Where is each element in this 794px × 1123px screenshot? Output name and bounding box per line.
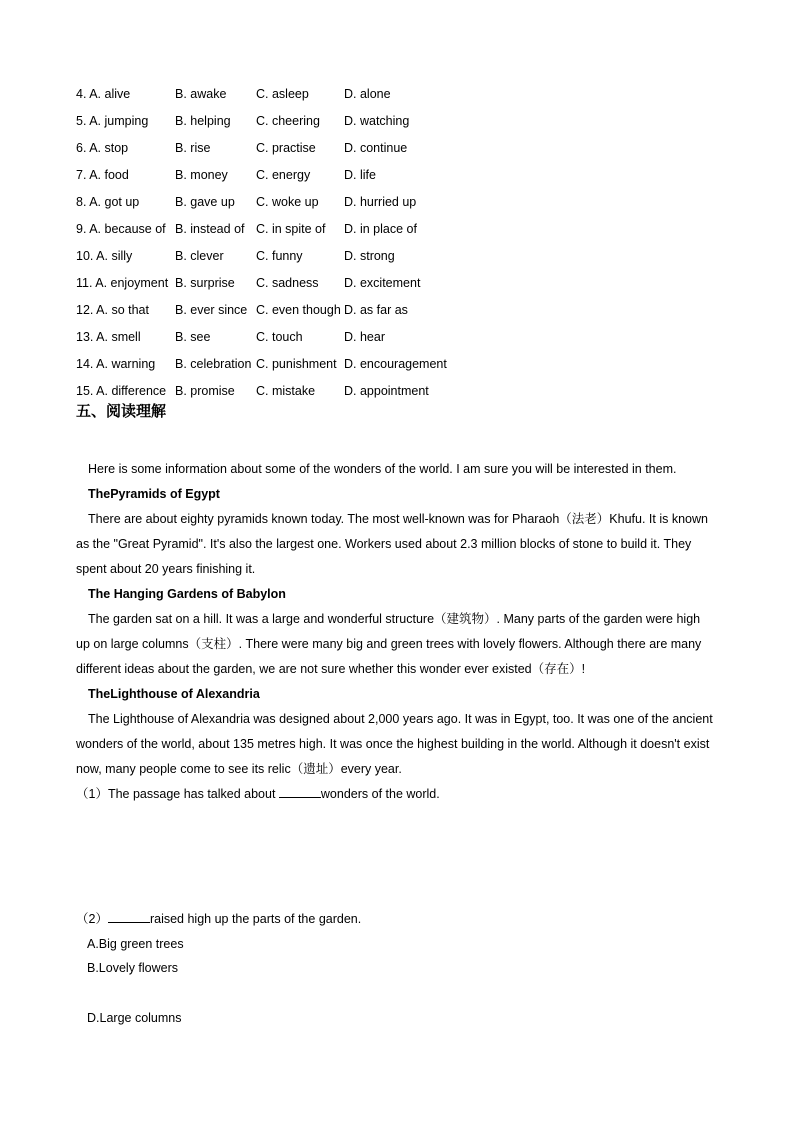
option-row xyxy=(76,161,464,188)
option-d[interactable]: D. as far as xyxy=(344,302,408,317)
option-d[interactable]: D. watching xyxy=(344,113,410,128)
option-d[interactable]: D. appointment xyxy=(344,383,429,398)
option-row xyxy=(76,80,464,107)
option-c[interactable]: C. woke up xyxy=(256,194,319,209)
option-a[interactable]: 14. A. warning xyxy=(76,356,156,371)
option-b[interactable]: B. surprise xyxy=(175,275,235,290)
gardens-paragraph: The garden sat on a hill. It was a large and wonderful structure（建筑物）. Many parts of the garden were high up on large columns（支柱）. There were many big and green trees with lovely flowers. Although there are many different ideas about the garden, we are not sure whether this wonder ever existed（存在）! xyxy=(76,612,702,676)
choice-b[interactable]: B.Lovely flowers xyxy=(87,961,179,975)
option-row xyxy=(76,242,464,269)
question-2 xyxy=(76,907,361,931)
option-b[interactable]: B. see xyxy=(175,329,211,344)
pyramids-paragraph: There are about eighty pyramids known today. The most well-known was for Pharaoh（法老）Khufu. It is known as the "Great Pyramid". It's also the largest one. Workers used about 2.3 million blocks of stone to build it. They spent about 20 years finishing it. xyxy=(76,512,708,576)
option-c[interactable]: C. sadness xyxy=(256,275,319,290)
option-row xyxy=(76,134,464,161)
option-a[interactable]: 13. A. smell xyxy=(76,329,141,344)
option-c[interactable]: C. in spite of xyxy=(256,221,326,236)
option-d[interactable]: D. encouragement xyxy=(344,356,447,371)
option-a[interactable]: 6. A. stop xyxy=(76,140,129,155)
option-d[interactable]: D. hear xyxy=(344,329,385,344)
choice-a[interactable]: A.Big green trees xyxy=(87,937,184,951)
option-c[interactable]: C. energy xyxy=(256,167,311,182)
passage-intro: Here is some information about some of the wonders of the world. I am sure you will be interested in them. xyxy=(88,462,677,476)
option-c[interactable]: C. even though xyxy=(256,302,341,317)
option-b[interactable]: B. instead of xyxy=(175,221,245,236)
option-a[interactable]: 8. A. got up xyxy=(76,194,140,209)
option-row xyxy=(76,350,464,377)
lighthouse-paragraph: The Lighthouse of Alexandria was designed about 2,000 years ago. It was in Egypt, too. It was one of the ancient wonders of the world, about 135 metres high. It was once the highest building in the world. Although it doesn't exist now, many people come to see its relic（遗址）every year. xyxy=(76,712,713,776)
option-c[interactable]: C. punishment xyxy=(256,356,337,371)
option-c[interactable]: C. practise xyxy=(256,140,316,155)
answer-blank-1[interactable] xyxy=(279,785,321,798)
option-b[interactable]: B. ever since xyxy=(175,302,248,317)
options-table xyxy=(76,80,464,404)
option-c[interactable]: C. mistake xyxy=(256,383,316,398)
option-row xyxy=(76,269,464,296)
option-d[interactable]: D. continue xyxy=(344,140,408,155)
option-a[interactable]: 10. A. silly xyxy=(76,248,133,263)
option-a[interactable]: 9. A. because of xyxy=(76,221,166,236)
option-d[interactable]: D. excitement xyxy=(344,275,421,290)
option-a[interactable]: 5. A. jumping xyxy=(76,113,149,128)
option-b[interactable]: B. awake xyxy=(175,86,227,101)
pyramids-heading: ThePyramids of Egypt xyxy=(88,487,220,501)
option-b[interactable]: B. clever xyxy=(175,248,224,263)
option-a[interactable]: 15. A. difference xyxy=(76,383,167,398)
option-c[interactable]: C. funny xyxy=(256,248,303,263)
option-d[interactable]: D. strong xyxy=(344,248,395,263)
question-2-suffix: raised high up the parts of the garden. xyxy=(149,912,362,926)
question-1-suffix: wonders of the world. xyxy=(320,787,440,801)
option-row xyxy=(76,215,464,242)
option-b[interactable]: B. rise xyxy=(175,140,211,155)
option-b[interactable]: B. money xyxy=(175,167,228,182)
option-d[interactable]: D. life xyxy=(344,167,376,182)
reading-passage xyxy=(76,457,716,782)
option-b[interactable]: B. helping xyxy=(175,113,231,128)
option-row xyxy=(76,107,464,134)
option-d[interactable]: D. hurried up xyxy=(344,194,417,209)
option-c[interactable]: C. cheering xyxy=(256,113,320,128)
option-d[interactable]: D. in place of xyxy=(344,221,417,236)
option-c[interactable]: C. touch xyxy=(256,329,303,344)
question-2-prefix: （2） xyxy=(76,912,108,926)
option-row xyxy=(76,188,464,215)
section-title: 五、阅读理解 xyxy=(76,403,167,420)
option-b[interactable]: B. gave up xyxy=(175,194,235,209)
gardens-heading: The Hanging Gardens of Babylon xyxy=(88,587,286,601)
option-a[interactable]: 11. A. enjoyment xyxy=(76,275,169,290)
option-row xyxy=(76,323,464,350)
lighthouse-heading: TheLighthouse of Alexandria xyxy=(88,687,260,701)
question-1-prefix: （1）The passage has talked about xyxy=(76,787,279,801)
option-row xyxy=(76,296,464,323)
option-a[interactable]: 12. A. so that xyxy=(76,302,149,317)
option-c[interactable]: C. asleep xyxy=(256,86,309,101)
option-b[interactable]: B. celebration xyxy=(175,356,252,371)
option-a[interactable]: 7. A. food xyxy=(76,167,129,182)
choice-d[interactable]: D.Large columns xyxy=(87,1011,182,1025)
answer-blank-2[interactable] xyxy=(108,910,150,923)
option-b[interactable]: B. promise xyxy=(175,383,235,398)
option-d[interactable]: D. alone xyxy=(344,86,391,101)
question-1 xyxy=(76,782,440,806)
option-a[interactable]: 4. A. alive xyxy=(76,86,131,101)
